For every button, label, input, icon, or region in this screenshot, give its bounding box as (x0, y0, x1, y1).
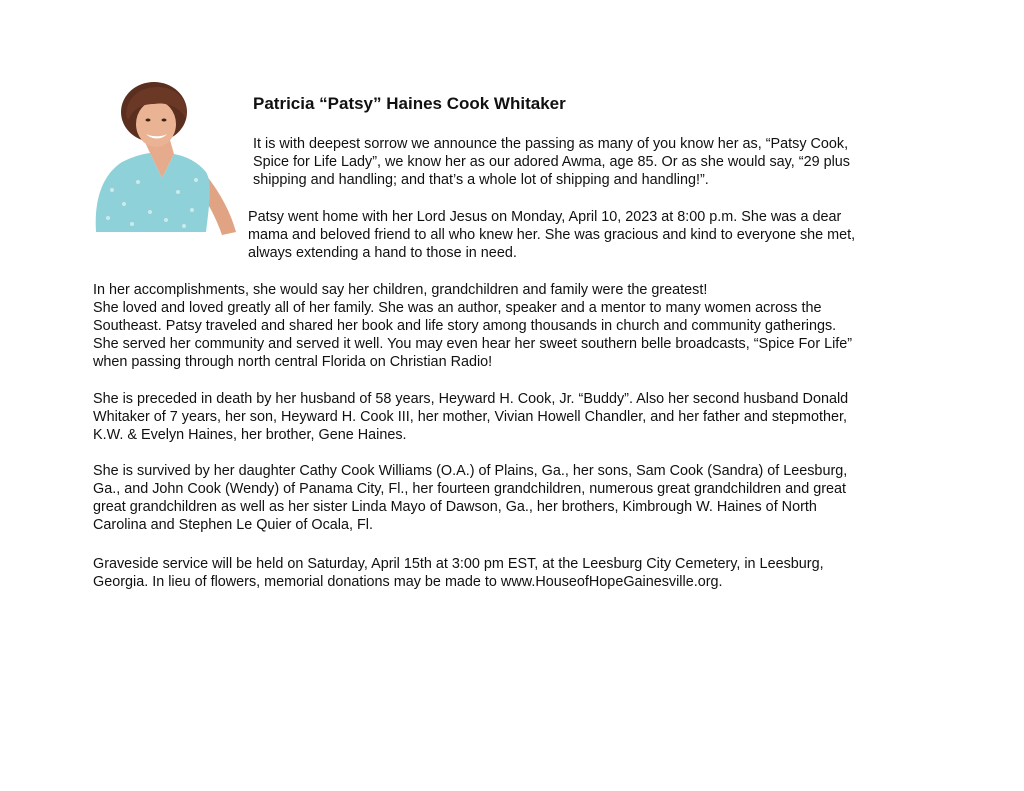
preceded-paragraph: She is preceded in death by her husband of 58 years, Heyward H. Cook, Jr. “Buddy”. Also her second husband Donald Whitaker of 7 years, her son, Heyward H. Cook III, her mother, Vivian Howell Chandler, and her father and stepmother, K.W. & Evelyn Haines, her brother, Gene Haines. (93, 391, 849, 443)
passing-paragraph: Patsy went home with her Lord Jesus on Monday, April 10, 2023 at 8:00 p.m. She was a dear mama and beloved friend to all who knew her. She was gracious and kind to everyone she met, always extending a hand to those in need. (248, 209, 856, 261)
service-paragraph: Graveside service will be held on Saturday, April 15th at 3:00 pm EST, at the Leesburg City Cemetery, in Leesburg, Georgia. In lieu of flowers, memorial donations may be made to www.HouseofHopeGainesville.org. (93, 556, 824, 590)
intro-paragraph: It is with deepest sorrow we announce the passing as many of you know her as, “Patsy Cook, Spice for Life Lady”, we know her as our adored Awma, age 85. Or as she would say, “29 plus shipping and handling; and that’s a whole lot of shipping and handling!”. (253, 136, 850, 188)
accomplishments-paragraph: In her accomplishments, she would say her children, grandchildren and family were the greatest! She loved and loved greatly all of her family. She was an author, speaker and a mentor to many women across the Southeast. Patsy traveled and shared her book and life story among thousands in church and community gatherings. She served her community and served it well. You may even hear her sweet southern belle broadcasts, “Spice For Life” when passing through north central Florida on Christian Radio! (93, 282, 853, 370)
portrait-photo (88, 80, 238, 238)
obituary-title: Patricia “Patsy” Haines Cook Whitaker (253, 94, 566, 113)
survived-paragraph: She is survived by her daughter Cathy Cook Williams (O.A.) of Plains, Ga., her sons, Sam Cook (Sandra) of Leesburg, Ga., and John Cook (Wendy) of Panama City, Fl., her fourteen grandchildren, numerous great grandchildren and great great grandchildren as well as her sister Linda Mayo of Dawson, Ga., her brothers, Kimbrough W. Haines of North Carolina and Stephen Le Quier of Ocala, Fl. (93, 463, 848, 533)
